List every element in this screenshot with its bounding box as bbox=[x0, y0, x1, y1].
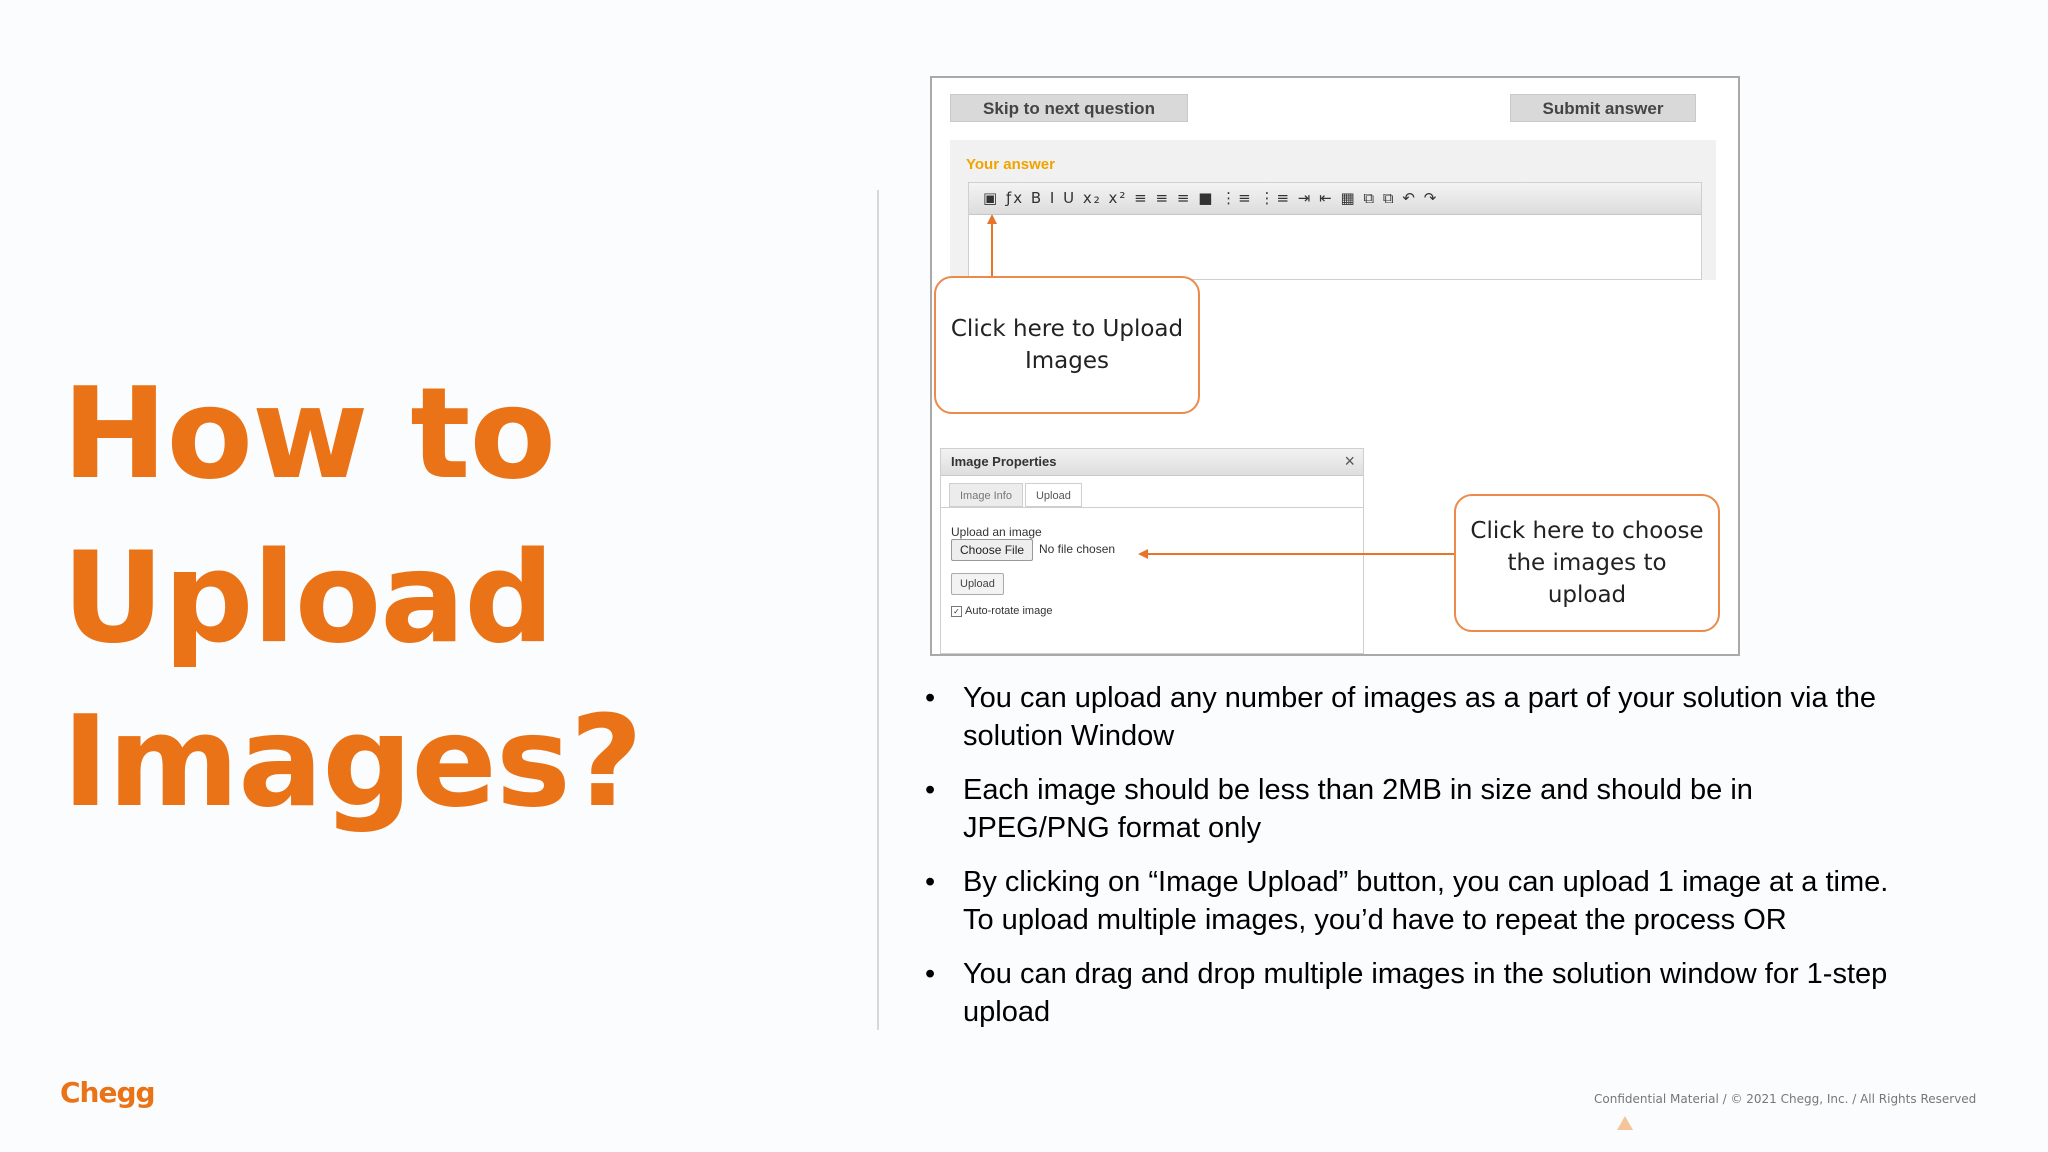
title-line: Upload bbox=[62, 524, 554, 671]
bullet-icon: • bbox=[925, 866, 936, 898]
title-line: How to bbox=[62, 360, 556, 507]
chegg-logo: Chegg bbox=[60, 1076, 155, 1109]
bullet-icon: • bbox=[925, 958, 936, 990]
bullet-text: Each image should be less than 2MB in size and should be in JPEG/PNG format only bbox=[963, 774, 1753, 844]
auto-rotate-label: Auto-rotate image bbox=[965, 605, 1053, 617]
answer-label: Your answer bbox=[966, 156, 1055, 173]
callout-arrows bbox=[932, 78, 1740, 656]
bullet-text: By clicking on “Image Upload” button, you can upload 1 image at a time. To upload multiple images, you’d have to repeat the process OR bbox=[963, 866, 1889, 936]
list-item bbox=[925, 680, 1895, 755]
choose-file-button[interactable]: Choose File bbox=[951, 539, 1033, 561]
skip-question-button[interactable]: Skip to next question bbox=[950, 94, 1188, 122]
no-file-text: No file chosen bbox=[1039, 542, 1116, 556]
upload-button[interactable]: Upload bbox=[951, 573, 1004, 595]
upload-images-callout: Click here to Upload Images bbox=[934, 276, 1200, 414]
submit-answer-button[interactable]: Submit answer bbox=[1510, 94, 1696, 122]
upload-screenshot bbox=[930, 76, 1740, 656]
list-item bbox=[925, 864, 1895, 939]
bullet-icon: • bbox=[925, 774, 936, 806]
dialog-title: Image Properties bbox=[951, 454, 1057, 469]
footer-text: Confidential Material / © 2021 Chegg, Inc. / All Rights Reserved bbox=[1594, 1092, 1977, 1106]
page-title bbox=[62, 352, 642, 844]
toolbar-icons[interactable]: ▣ ƒx B I U x₂ x² ≡ ≡ ≡ ■ ⋮≡ ⋮≡ ⇥ ⇤ ▦ ⧉ ⧉ ↶ ↷ bbox=[983, 189, 1439, 207]
bullet-icon: • bbox=[925, 682, 936, 714]
tab-image-info[interactable]: Image Info bbox=[949, 483, 1023, 507]
choose-images-callout: Click here to choose the images to upload bbox=[1454, 494, 1720, 632]
checkbox-icon[interactable]: ✓ bbox=[951, 606, 962, 617]
upload-label: Upload an image bbox=[951, 525, 1042, 539]
tab-upload[interactable]: Upload bbox=[1025, 483, 1082, 507]
close-icon[interactable]: × bbox=[1344, 451, 1355, 471]
arrow-left-head-icon bbox=[1138, 549, 1148, 559]
list-item bbox=[925, 956, 1895, 1031]
divider bbox=[877, 190, 879, 1030]
triangle-icon bbox=[1617, 1116, 1633, 1130]
title-line: Images? bbox=[62, 688, 642, 835]
bullet-text: You can upload any number of images as a part of your solution via the solution Window bbox=[963, 682, 1877, 752]
arrow-up-head-icon bbox=[987, 214, 997, 224]
bullet-text: You can drag and drop multiple images in the solution window for 1-step upload bbox=[963, 958, 1888, 1028]
bullet-list bbox=[925, 680, 1895, 1048]
list-item bbox=[925, 772, 1895, 847]
